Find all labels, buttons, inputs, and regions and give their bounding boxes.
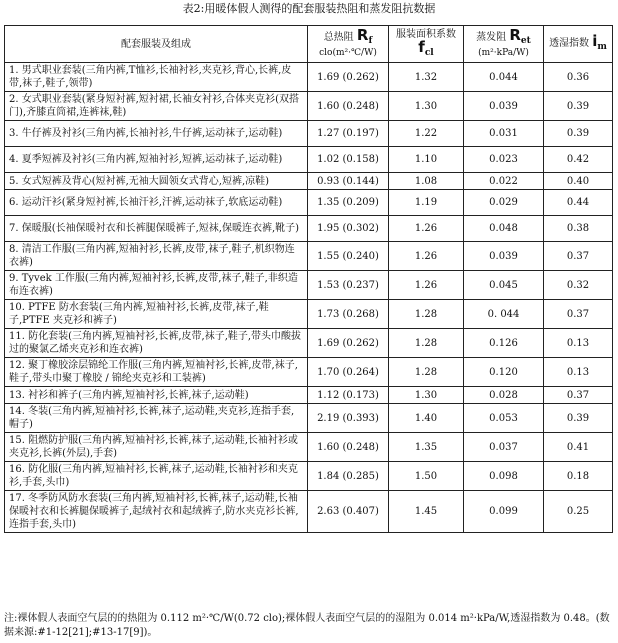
cell-ensemble: 16. 防化服(三角内裤,短袖衬衫,长裤,袜子,运动鞋,长袖衬衫和夹克衫,手套,头巾) [5,462,308,491]
header-ret: 蒸发阻 Ret (m²·kPa/W) [464,26,544,63]
cell-ensemble: 12. 聚丁橡胶涂层锦纶工作服(三角内裤,短袖衬衫,长裤,皮带,袜子,鞋子,带头巾聚丁橡胶 / 锦纶夹克衫和工装裤) [5,358,308,387]
cell-im: 0.44 [544,190,613,216]
table-row [5,216,613,242]
cell-im: 0.36 [544,63,613,92]
cell-fcl: 1.10 [389,147,464,173]
table-row [5,300,613,329]
cell-rcl: 2.63 (0.407) [308,491,389,533]
cell-ensemble: 1. 男式职业套装(三角内裤,T恤衫,长袖衬衫,夹克衫,背心,长裤,皮带,袜子,鞋子,领带) [5,63,308,92]
cell-ret: 0.098 [464,462,544,491]
cell-rcl: 1.60 (0.248) [308,92,389,121]
cell-im: 0.38 [544,216,613,242]
cell-ensemble: 14. 冬装(三角内裤,短袖衬衫,长裤,袜子,运动鞋,夹克衫,连指手套,帽子) [5,404,308,433]
cell-fcl: 1.26 [389,271,464,300]
table-footnote: 注:裸体假人表面空气层的的热阻为 0.112 m²·℃/W(0.72 clo);裸体假人表面空气层的的湿阻为 0.014 m²·kPa/W,透湿指数为 0.48。(数据来源:#1-12[21];#13-17[9])。 [4,613,610,638]
table-row [5,63,613,92]
table-row [5,147,613,173]
cell-im: 0.42 [544,147,613,173]
cell-ret: 0.044 [464,63,544,92]
cell-ret: 0.031 [464,121,544,147]
cell-fcl: 1.50 [389,462,464,491]
cell-ret: 0.039 [464,242,544,271]
cell-fcl: 1.19 [389,190,464,216]
cell-fcl: 1.45 [389,491,464,533]
cell-ensemble: 7. 保暖服(长袖保暖衬衣和长裤腿保暖裤子,短袜,保暖连衣裤,靴子) [5,216,308,242]
cell-ensemble: 13. 衬衫和裤子(三角内裤,短袖衬衫,长裤,袜子,运动鞋) [5,387,308,404]
cell-ensemble: 10. PTFE 防水套装(三角内裤,短袖衬衫,长裤,皮带,袜子,鞋子,PTFE 夹克衫和裤子) [5,300,308,329]
cell-ret: 0.126 [464,329,544,358]
table-row [5,271,613,300]
cell-ensemble: 15. 阻燃防护服(三角内裤,短袖衬衫,长裤,袜子,运动鞋,长袖衬衫或夹克衫,长裤(外层),手套) [5,433,308,462]
cell-ensemble: 2. 女式职业套装(紧身短衬裤,短衬裙,长袖女衬衫,合体夹克衫(双搭门),齐膝直筒裙,连裤袜,鞋) [5,92,308,121]
cell-ret: 0.022 [464,173,544,190]
cell-ret: 0.053 [464,404,544,433]
clothing-data-table [4,25,613,533]
cell-im: 0.37 [544,242,613,271]
cell-ensemble: 4. 夏季短裤及衬衫(三角内裤,短袖衬衫,短裤,运动袜子,运动鞋) [5,147,308,173]
table-row [5,387,613,404]
cell-fcl: 1.26 [389,216,464,242]
cell-fcl: 1.32 [389,63,464,92]
cell-ensemble: 8. 清洁工作服(三角内裤,短袖衬衫,长裤,皮带,袜子,鞋子,机织物连衣裤) [5,242,308,271]
table-row [5,173,613,190]
cell-rcl: 1.69 (0.262) [308,329,389,358]
cell-ret: 0.045 [464,271,544,300]
table-row [5,358,613,387]
cell-ensemble: 5. 女式短裤及背心(短衬裤,无袖大圆领女式背心,短裤,凉鞋) [5,173,308,190]
cell-ensemble: 3. 牛仔裤及衬衫(三角内裤,长袖衬衫,牛仔裤,运动袜子,运动鞋) [5,121,308,147]
cell-rcl: 1.70 (0.264) [308,358,389,387]
cell-ensemble: 9. Tyvek 工作服(三角内裤,短袖衬衫,长裤,皮带,袜子,鞋子,非织造布连衣裤) [5,271,308,300]
cell-fcl: 1.30 [389,387,464,404]
cell-im: 0.18 [544,462,613,491]
cell-rcl: 0.93 (0.144) [308,173,389,190]
cell-rcl: 1.73 (0.268) [308,300,389,329]
cell-ret: 0.037 [464,433,544,462]
cell-fcl: 1.28 [389,329,464,358]
cell-rcl: 1.95 (0.302) [308,216,389,242]
table-row [5,462,613,491]
table-row [5,121,613,147]
table-body [5,63,613,533]
cell-fcl: 1.22 [389,121,464,147]
cell-im: 0.39 [544,121,613,147]
cell-rcl: 1.60 (0.248) [308,433,389,462]
table-row [5,242,613,271]
cell-ensemble: 17. 冬季防风防水套装(三角内裤,短袖衬衫,长裤,袜子,运动鞋,长袖保暖衬衣和长裤腿保暖裤子,起绒衬衣和起绒裤子,防水夹克衫长裤,连指手套,头巾) [5,491,308,533]
cell-im: 0.37 [544,387,613,404]
cell-im: 0.25 [544,491,613,533]
cell-rcl: 1.12 (0.173) [308,387,389,404]
cell-im: 0.32 [544,271,613,300]
header-im: 透湿指数 im [544,26,613,63]
table-row [5,433,613,462]
table-caption: 表2:用暖体假人测得的配套服装热阻和蒸发阻抗数据 [182,2,436,15]
cell-rcl: 1.27 (0.197) [308,121,389,147]
header-rcl: 总热阻 Rf clo(m²·℃/W) [308,26,389,63]
cell-fcl: 1.30 [389,92,464,121]
cell-im: 0.37 [544,300,613,329]
cell-ret: 0.028 [464,387,544,404]
table-row [5,329,613,358]
table-header-row [5,26,613,63]
cell-ret: 0.039 [464,92,544,121]
cell-im: 0.13 [544,358,613,387]
cell-rcl: 2.19 (0.393) [308,404,389,433]
cell-ret: 0.023 [464,147,544,173]
cell-ret: 0.099 [464,491,544,533]
cell-fcl: 1.40 [389,404,464,433]
cell-fcl: 1.28 [389,358,464,387]
table-row [5,92,613,121]
cell-im: 0.13 [544,329,613,358]
cell-rcl: 1.55 (0.240) [308,242,389,271]
cell-fcl: 1.08 [389,173,464,190]
table-row [5,404,613,433]
cell-ret: 0.029 [464,190,544,216]
cell-ret: 0.120 [464,358,544,387]
table-row [5,491,613,533]
cell-fcl: 1.35 [389,433,464,462]
cell-fcl: 1.28 [389,300,464,329]
cell-ensemble: 6. 运动汗衫(紧身短衬裤,长袖汗衫,汗裤,运动袜子,软底运动鞋) [5,190,308,216]
cell-im: 0.39 [544,404,613,433]
cell-im: 0.41 [544,433,613,462]
cell-ret: 0. 044 [464,300,544,329]
table-row [5,190,613,216]
header-ensemble: 配套服装及组成 [5,26,308,63]
cell-rcl: 1.69 (0.262) [308,63,389,92]
cell-im: 0.39 [544,92,613,121]
header-fcl: 服装面积系数 fcl [389,26,464,63]
cell-rcl: 1.02 (0.158) [308,147,389,173]
cell-rcl: 1.35 (0.209) [308,190,389,216]
cell-rcl: 1.84 (0.285) [308,462,389,491]
cell-fcl: 1.26 [389,242,464,271]
cell-ret: 0.048 [464,216,544,242]
cell-ensemble: 11. 防化套装(三角内裤,短袖衬衫,长裤,皮带,袜子,鞋子,带头巾酸拔过的聚氯乙烯夹克衫和连衣裤) [5,329,308,358]
cell-im: 0.40 [544,173,613,190]
cell-rcl: 1.53 (0.237) [308,271,389,300]
